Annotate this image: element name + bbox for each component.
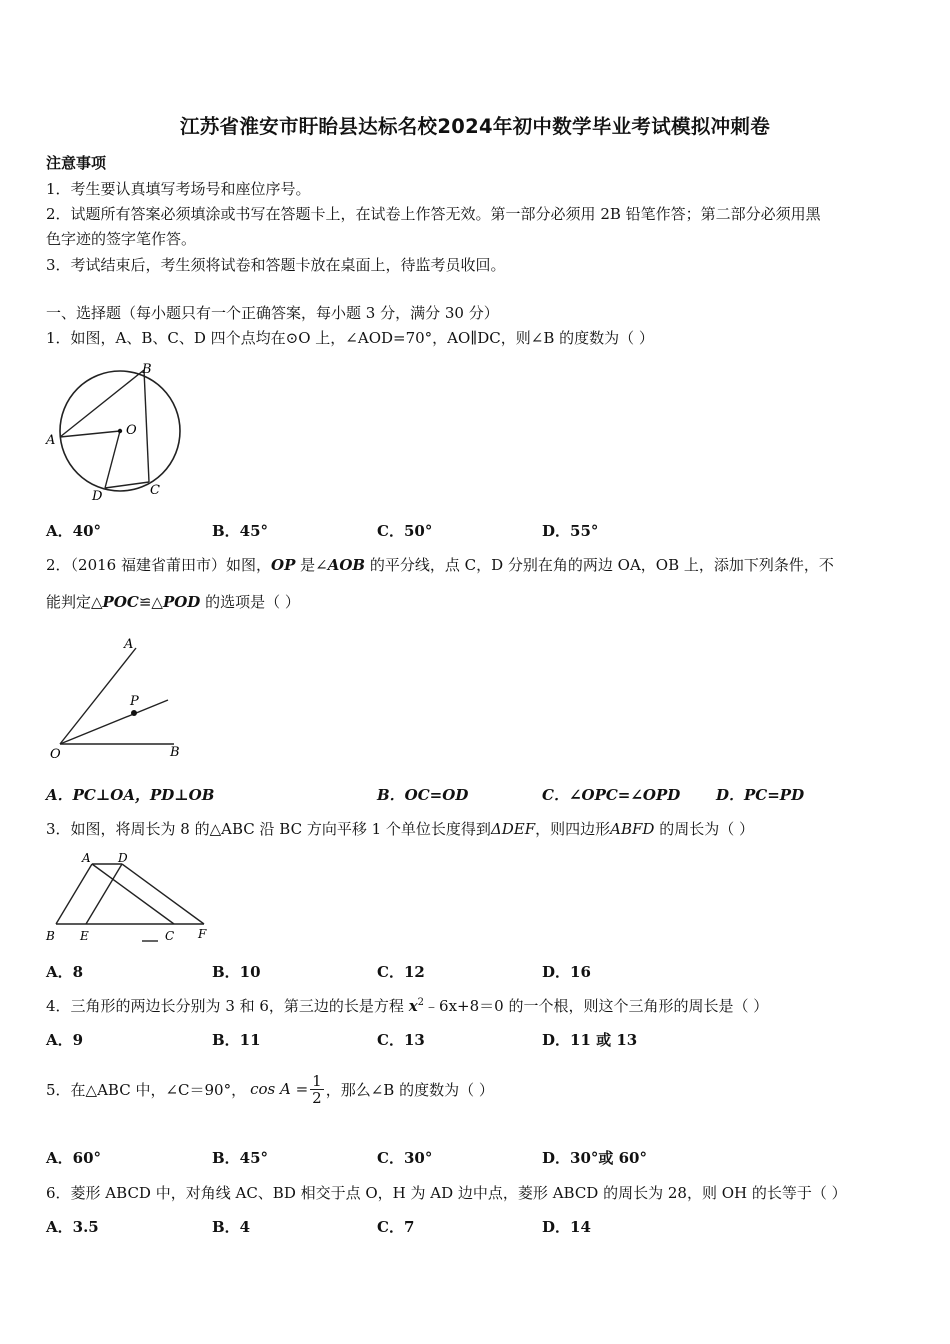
notice-heading: 注意事项 xyxy=(46,154,107,172)
label-O: O xyxy=(126,423,137,438)
q3-option-d[interactable]: D．16 xyxy=(542,963,591,981)
question-2-line-1: 2．（2016 福建省莆田市）如图，OP 是∠AOB 的平分线，点 C，D 分别在角的两边 OA，OB 上，添加下列条件，不 xyxy=(46,556,834,574)
exam-title: 江苏省淮安市盱眙县达标名校2024年初中数学毕业考试模拟冲刺卷 xyxy=(179,115,771,138)
q3-option-b[interactable]: B．10 xyxy=(212,963,261,981)
q6-option-b[interactable]: B．4 xyxy=(212,1218,251,1236)
q2-option-d[interactable]: D．PC=PD xyxy=(716,786,805,804)
question-6-text: 6．菱形 ABCD 中，对角线 AC、BD 相交于点 O，H 为 AD 边中点，菱形 ABCD 的周长为 28，则 OH 的长等于（ ） xyxy=(46,1184,847,1202)
q5-option-b[interactable]: B．45° xyxy=(212,1149,269,1167)
section-heading: 一、选择题（每小题只有一个正确答案，每小题 3 分，满分 30 分） xyxy=(46,304,499,322)
fraction: $\frac{1}{2}$ xyxy=(312,1071,322,1107)
q4-option-c[interactable]: C．13 xyxy=(377,1031,425,1049)
label-C: C xyxy=(150,483,160,498)
label-A: A xyxy=(124,637,134,652)
q4-option-b[interactable]: B．11 xyxy=(212,1031,261,1049)
label-E: E xyxy=(80,929,89,943)
label-A: A xyxy=(82,851,91,865)
question-2-line-2: 能判定△POC≌△POD 的选项是（ ） xyxy=(46,593,300,611)
q2-option-c[interactable]: C．∠OPC=∠OPD xyxy=(542,786,681,804)
q5-option-c[interactable]: C．30° xyxy=(377,1149,433,1167)
notice-item: 3．考试结束后，考生须将试卷和答题卡放在桌面上，待监考员收回。 xyxy=(46,256,506,274)
q6-option-a[interactable]: A．3.5 xyxy=(46,1218,99,1236)
q1-option-b[interactable]: B．45° xyxy=(212,522,269,540)
question-1-text: 1．如图，A、B、C、D 四个点均在⊙O 上，∠AOD=70°，AO∥DC，则∠B 的度数为（ ） xyxy=(46,329,654,347)
q3-translation-figure xyxy=(42,848,217,948)
cos-expression: cos A = xyxy=(250,1080,309,1098)
q6-option-d[interactable]: D．14 xyxy=(542,1218,591,1236)
label-O: O xyxy=(50,747,61,762)
q3-option-a[interactable]: A．8 xyxy=(46,963,84,981)
q5-option-d[interactable]: D．30°或 60° xyxy=(542,1149,647,1167)
label-B: B xyxy=(46,929,55,943)
label-B: B xyxy=(142,362,152,377)
q3-option-c[interactable]: C．12 xyxy=(377,963,425,981)
question-3-text: 3．如图，将周长为 8 的△ABC 沿 BC 方向平移 1 个单位长度得到ΔDEF，则四边形ABFD 的周长为（ ） xyxy=(46,820,755,838)
label-D: D xyxy=(92,489,103,504)
label-B: B xyxy=(170,745,180,760)
notice-item: 2．试题所有答案必须填涂或书写在答题卡上，在试卷上作答无效。第一部分必须用 2B 铅笔作答；第二部分必须用黑 xyxy=(46,205,821,223)
q5-option-a[interactable]: A．60° xyxy=(46,1149,102,1167)
label-C: C xyxy=(165,929,175,943)
q4-option-d[interactable]: D．11 或 13 xyxy=(542,1031,638,1049)
notice-item: 1．考生要认真填写考场号和座位序号。 xyxy=(46,180,311,198)
q1-option-c[interactable]: C．50° xyxy=(377,522,433,540)
notice-item: 色字迹的签字笔作答。 xyxy=(46,230,197,248)
label-D: D xyxy=(118,851,128,865)
question-5-text: 5．在△ABC 中，∠C＝90°， cos A = $\frac{1}{2}$ ，那么∠B 的度数为（ ） xyxy=(46,1071,494,1107)
q2-angle-figure xyxy=(44,630,194,765)
q2-option-b[interactable]: B．OC=OD xyxy=(377,786,469,804)
q1-circle-figure xyxy=(42,360,192,510)
q1-option-d[interactable]: D．55° xyxy=(542,522,599,540)
q4-option-a[interactable]: A．9 xyxy=(46,1031,84,1049)
label-P: P xyxy=(130,694,139,709)
q2-option-a[interactable]: A．PC⊥OA，PD⊥OB xyxy=(46,786,215,804)
q6-option-c[interactable]: C．7 xyxy=(377,1218,415,1236)
q1-option-a[interactable]: A．40° xyxy=(46,522,102,540)
question-4-text: 4．三角形的两边长分别为 3 和 6，第三边的长是方程 $x^2﹣6x+8=0$ 的一个根，则这个三角形的周长是（ ） xyxy=(46,997,769,1015)
label-F: F xyxy=(198,927,207,941)
label-A: A xyxy=(46,433,56,448)
